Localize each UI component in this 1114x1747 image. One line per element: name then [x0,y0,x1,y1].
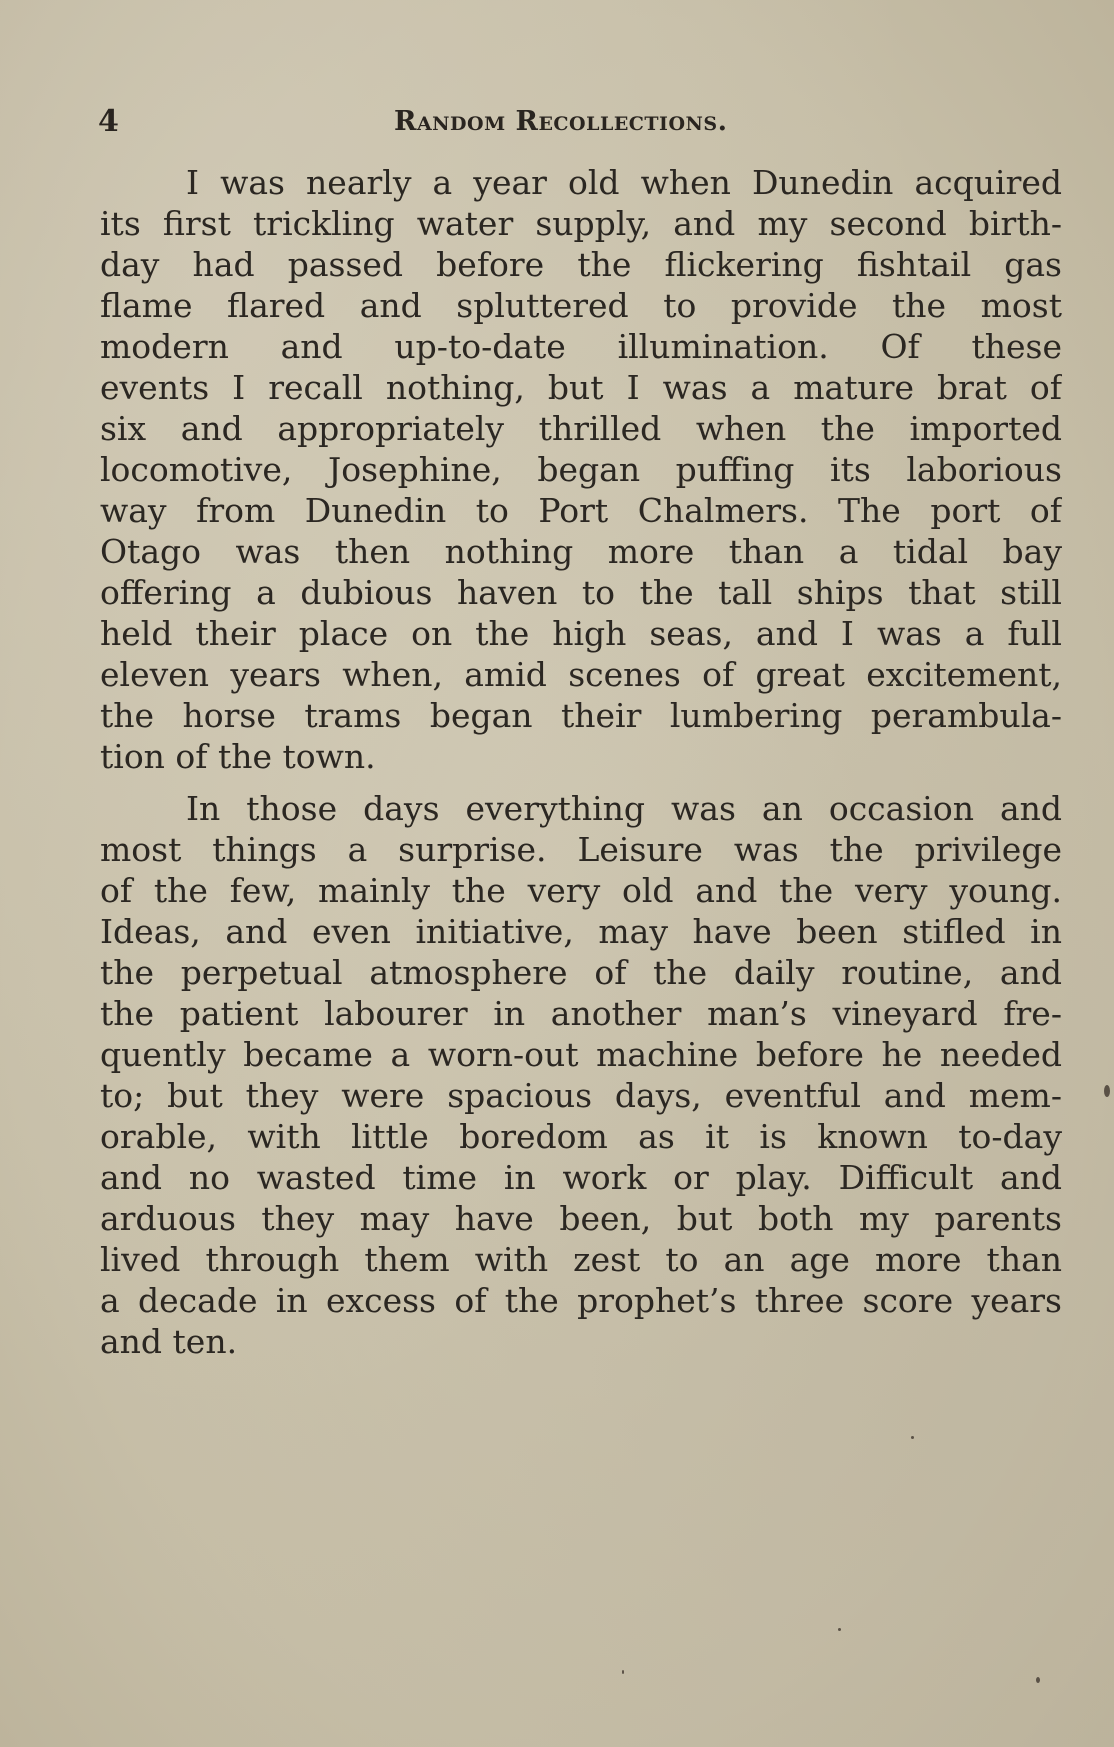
text-line: the perpetual atmosphere of the daily routine, and [100,953,1062,992]
paragraph-1 [100,162,1062,777]
paper-speck [1036,1677,1040,1683]
text-line: tion of the town. [100,737,376,776]
text-line: way from Dunedin to Port Chalmers. The port of [100,491,1062,530]
text-line: I was nearly a year old when Dunedin acquired [186,163,1062,202]
text-line: Ideas, and even initiative, may have been stifled in [100,912,1062,951]
text-line: the horse trams began their lumbering perambula- [100,696,1062,735]
text-line: and ten. [100,1322,238,1361]
text-line: offering a dubious haven to the tall ships that still [100,573,1062,612]
text-line: events I recall nothing, but I was a mature brat of [100,368,1062,407]
text-line: its first trickling water supply, and my second birth- [100,204,1062,243]
text-line: Otago was then nothing more than a tidal bay [100,532,1062,571]
text-line: to; but they were spacious days, eventful and mem- [100,1076,1062,1115]
text-line: a decade in excess of the prophet’s three score years [100,1281,1062,1320]
text-line: orable, with little boredom as it is known to-day [100,1117,1062,1156]
paper-speck [911,1436,914,1439]
text-line: most things a surprise. Leisure was the privilege [100,830,1062,869]
text-line: of the few, mainly the very old and the very young. [100,871,1062,910]
page-number: 4 [98,104,119,139]
running-head: Random Recollections. [394,106,728,137]
text-line: eleven years when, amid scenes of great excitement, [100,655,1062,694]
paragraph-gap [100,777,1062,788]
paper-speck [622,1670,624,1674]
text-line: flame flared and spluttered to provide the most [100,286,1062,325]
paper-speck [1104,1085,1110,1097]
paragraph-2 [100,788,1062,1362]
text-line: quently became a worn-out machine before he needed [100,1035,1062,1074]
text-line: In those days everything was an occasion and [186,789,1062,828]
text-line: locomotive, Josephine, began puffing its laborious [100,450,1062,489]
text-line: arduous they may have been, but both my parents [100,1199,1062,1238]
page-header [98,104,778,144]
text-line: six and appropriately thrilled when the imported [100,409,1062,448]
text-line: modern and up-to-date illumination. Of these [100,327,1062,366]
text-line: lived through them with zest to an age more than [100,1240,1062,1279]
text-line: day had passed before the flickering fishtail gas [100,245,1062,284]
text-line: held their place on the high seas, and I was a full [100,614,1062,653]
text-line: and no wasted time in work or play. Difficult and [100,1158,1062,1197]
paper-speck [838,1628,841,1631]
text-line: the patient labourer in another man’s vineyard fre- [100,994,1062,1033]
body-text [100,162,1062,1362]
